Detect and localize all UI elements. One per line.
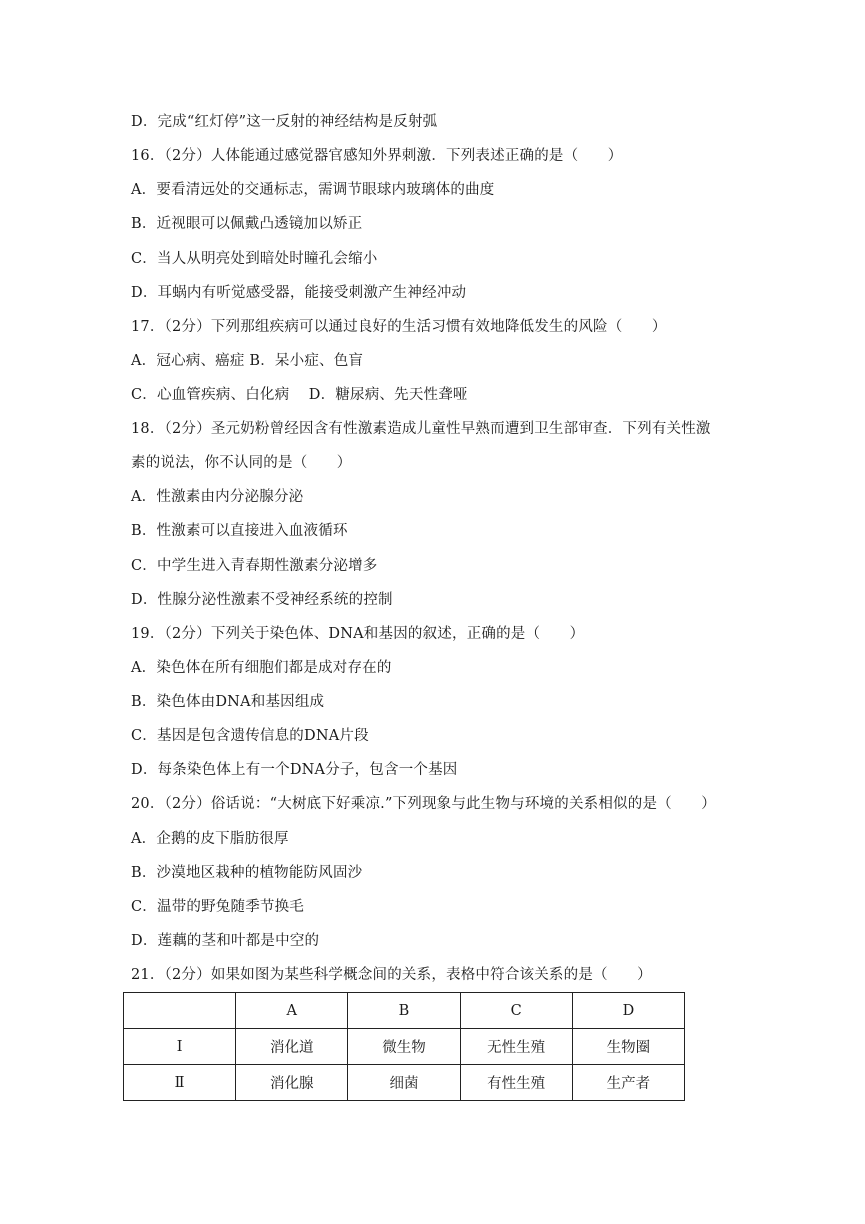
option-20-c: C．温带的野兔随季节换毛: [131, 899, 304, 915]
option-16-a: A．要看清远处的交通标志，需调节眼球内玻璃体的曲度: [131, 182, 495, 198]
question-20: 20．（2分）俗话说：“大树底下好乘凉.”下列现象与此生物与环境的关系相似的是（ ）: [131, 796, 716, 812]
question-19: 19．（2分）下列关于染色体、DNA和基因的叙述，正确的是（ ）: [131, 626, 585, 642]
option-19-c: C．基因是包含遗传信息的DNA片段: [131, 728, 369, 744]
option-19-a: A．染色体在所有细胞们都是成对存在的: [131, 660, 392, 676]
option-17-cd: C．心血管疾病、白化病 D．糖尿病、先天性聋哑: [131, 387, 468, 403]
question-21: 21．（2分）如果如图为某些科学概念间的关系，表格中符合该关系的是（ ）: [131, 967, 652, 983]
question-16: 16．（2分）人体能通过感觉器官感知外界刺激．下列表述正确的是（ ）: [131, 148, 623, 164]
option-18-d: D．性腺分泌性激素不受神经系统的控制: [131, 592, 393, 608]
table-row-label: Ⅰ: [124, 1029, 236, 1065]
question-17: 17．（2分）下列那组疾病可以通过良好的生活习惯有效地降低发生的风险（ ）: [131, 319, 667, 335]
option-19-b: B．染色体由DNA和基因组成: [131, 694, 325, 710]
option-20-d: D．莲藕的茎和叶都是中空的: [131, 933, 320, 949]
table-row: [124, 1065, 685, 1101]
option-15-d: D．完成“红灯停”这一反射的神经结构是反射弧: [131, 114, 438, 130]
table-header-row: [124, 993, 685, 1029]
table-cell: 消化道: [236, 1029, 348, 1065]
table-header-cell: D: [572, 993, 684, 1029]
table-row-label: Ⅱ: [124, 1065, 236, 1101]
option-20-b: B．沙漠地区栽种的植物能防风固沙: [131, 865, 363, 881]
option-16-c: C．当人从明亮处到暗处时瞳孔会缩小: [131, 251, 378, 267]
option-19-d: D．每条染色体上有一个DNA分子，包含一个基因: [131, 762, 458, 778]
option-16-b: B．近视眼可以佩戴凸透镜加以矫正: [131, 216, 363, 232]
option-16-d: D．耳蜗内有听觉感受器，能接受刺激产生神经冲动: [131, 285, 467, 301]
option-18-b: B．性激素可以直接进入血液循环: [131, 523, 348, 539]
question-18-line2: 素的说法，你不认同的是（ ）: [131, 455, 352, 471]
table-cell: 消化腺: [236, 1065, 348, 1101]
question-18-line1: 18．（2分）圣元奶粉曾经因含有性激素造成儿童性早熟而遭到卫生部审查．下列有关性激: [131, 421, 711, 437]
table-cell: 细菌: [348, 1065, 460, 1101]
option-17-ab: A．冠心病、癌症 B．呆小症、色盲: [131, 353, 364, 369]
table-cell: 生物圈: [572, 1029, 684, 1065]
concept-table: [123, 992, 685, 1101]
table-header-cell: B: [348, 993, 460, 1029]
table-header-cell: A: [236, 993, 348, 1029]
table-cell: 生产者: [572, 1065, 684, 1101]
table-cell: 有性生殖: [460, 1065, 572, 1101]
option-20-a: A．企鹅的皮下脂肪很厚: [131, 831, 289, 847]
table-row: [124, 1029, 685, 1065]
option-18-a: A．性激素由内分泌腺分泌: [131, 489, 304, 505]
table-header-cell: C: [460, 993, 572, 1029]
table-cell: 无性生殖: [460, 1029, 572, 1065]
option-18-c: C．中学生进入青春期性激素分泌增多: [131, 558, 378, 574]
table-cell: 微生物: [348, 1029, 460, 1065]
table-cell: [124, 993, 236, 1029]
